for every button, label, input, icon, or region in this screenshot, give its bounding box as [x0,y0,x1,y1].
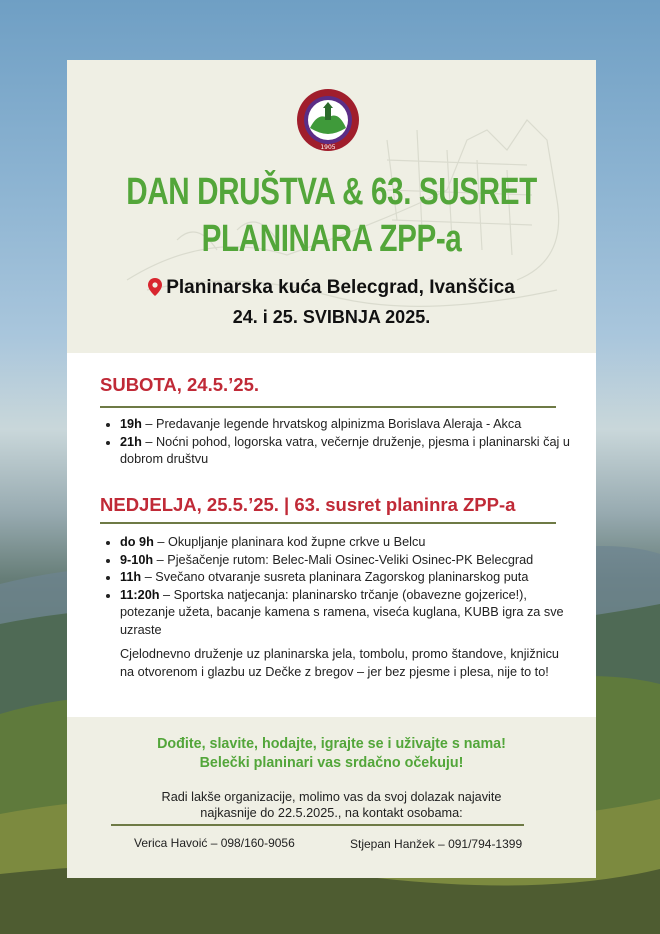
schedule-item: • 11:20h – Sportska natjecanja: planinarsko trčanje (obavezne gojzerice!), potezanje užeta, bacanje kamena s ramena, viseća kuglana, KUBB igra za sve uzraste [120,587,580,640]
sunday-schedule [104,534,580,639]
program-panel [67,353,596,717]
saturday-schedule [104,416,580,469]
schedule-item: • 19h – Predavanje legende hrvatskog alpinizma Borislava Aleraja - Akca [120,416,580,434]
sunday-heading: NEDJELJA, 25.5.’25. | 63. susret planinra ZPP-a [100,494,516,515]
flyer-sheet [67,60,596,878]
invitation-line2: Belečki planinari vas srdačno očekuju! [199,755,464,771]
contacts-divider [111,824,524,826]
event-title-line2: PLANINARA ZPP-a [201,218,462,260]
location-text: Planinarska kuća Belecgrad, Ivanščica [166,277,515,298]
event-title-line1: DAN DRUŠTVA & 63. SUSRET [126,171,537,213]
event-date: 24. i 25. SVIBNJA 2025. [232,307,431,327]
club-logo [296,88,360,152]
saturday-heading: SUBOTA, 24.5.’25. [100,374,260,395]
registration-note-line2: najkasnije do 22.5.2025., na kontakt osobama: [200,806,463,820]
all-day-description: Cjelodnevno druženje uz planinarska jela, tombolu, promo štandove, knjižnicu na otvorenom i glazbu uz Dečke z bregov – jer bez pjesme i plesa, nije to to! [120,647,559,679]
svg-text:1905: 1905 [320,144,336,151]
invitation-line1: Dođite, slavite, hodajte, igrajte se i uživajte s nama! [157,736,506,752]
event-location [67,277,596,302]
footer-panel [67,717,596,878]
saturday-divider [100,406,556,408]
header-panel [67,60,596,353]
contact-person-1: Verica Havoić – 098/160-9056 [134,836,295,850]
schedule-item: • 9-10h – Pješačenje rutom: Belec-Mali Osinec-Veliki Osinec-PK Belecgrad [120,552,580,570]
registration-note-line1: Radi lakše organizacije, molimo vas da svoj dolazak najavite [161,790,502,804]
schedule-item: • 21h – Noćni pohod, logorska vatra, večernje druženje, pjesma i planinarski čaj u dobrom društvu [120,434,580,469]
sunday-divider [100,522,556,524]
contact-person-2: Stjepan Hanžek – 091/794-1399 [350,837,523,851]
location-pin-icon [148,278,162,302]
schedule-item: • 11h – Svečano otvaranje susreta planinara Zagorskog planinarskog puta [120,569,580,587]
schedule-item: • do 9h – Okupljanje planinara kod župne crkve u Belcu [120,534,580,552]
